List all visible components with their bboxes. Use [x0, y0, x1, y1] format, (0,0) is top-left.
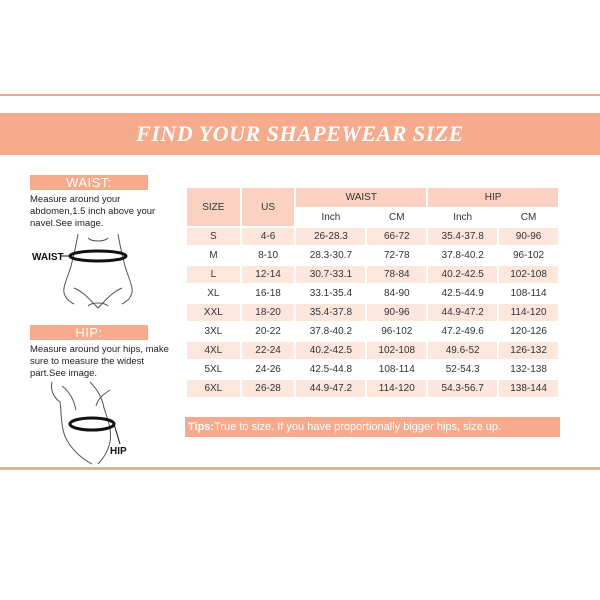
hip-cm-cell: 96-102: [499, 247, 558, 264]
us-cell: 20-22: [242, 323, 295, 340]
us-cell: 8-10: [242, 247, 295, 264]
waist-inch-cell: 37.8-40.2: [296, 323, 365, 340]
waist-cm-cell: 78-84: [367, 266, 426, 283]
hip-cm-cell: 120-126: [499, 323, 558, 340]
hip-cm-cell: 114-120: [499, 304, 558, 321]
hip-inch-cell: 42.5-44.9: [428, 285, 497, 302]
table-row: [187, 342, 558, 359]
hip-cm-cell: 138-144: [499, 380, 558, 397]
size-cell: 6XL: [187, 380, 240, 397]
page-title: FIND YOUR SHAPEWEAR SIZE: [136, 121, 464, 146]
size-header: SIZE: [187, 188, 240, 226]
size-cell: 3XL: [187, 323, 240, 340]
waist-instructions: Measure around your abdomen,1.5 inch above your navel.See image.: [30, 194, 156, 229]
waist-cm-cell: 90-96: [367, 304, 426, 321]
waist-figure: [30, 232, 150, 312]
waist-inch-cell: 30.7-33.1: [296, 266, 365, 283]
waist-cm-cell: 108-114: [367, 361, 426, 378]
size-cell: 5XL: [187, 361, 240, 378]
waist-inch-cell: 35.4-37.8: [296, 304, 365, 321]
hip-cm-cell: 126-132: [499, 342, 558, 359]
us-header: US: [242, 188, 295, 226]
waist-cm-cell: 96-102: [367, 323, 426, 340]
waist-cm-cell: 66-72: [367, 228, 426, 245]
waist-cm-header: CM: [367, 209, 426, 226]
hip-label: HIP:: [30, 325, 148, 340]
us-cell: 26-28: [242, 380, 295, 397]
hip-figure: [40, 380, 150, 465]
waist-inch-cell: 44.9-47.2: [296, 380, 365, 397]
table-row: [187, 266, 558, 283]
table-row: [187, 247, 558, 264]
size-cell: XXL: [187, 304, 240, 321]
hip-figure-label: HIP: [110, 446, 127, 457]
waist-inch-cell: 33.1-35.4: [296, 285, 365, 302]
table-row: [187, 285, 558, 302]
us-cell: 4-6: [242, 228, 295, 245]
bottom-divider: [0, 467, 600, 470]
hip-inch-cell: 35.4-37.8: [428, 228, 497, 245]
us-cell: 24-26: [242, 361, 295, 378]
size-cell: M: [187, 247, 240, 264]
hip-inch-cell: 54.3-56.7: [428, 380, 497, 397]
table-row: [187, 380, 558, 397]
us-cell: 12-14: [242, 266, 295, 283]
top-divider: [0, 94, 600, 96]
waist-cm-cell: 84-90: [367, 285, 426, 302]
size-cell: 4XL: [187, 342, 240, 359]
hip-instructions: Measure around your hips, make sure to measure the widest part.See image.: [30, 344, 169, 379]
waist-cm-cell: 72-78: [367, 247, 426, 264]
waist-inch-cell: 28.3-30.7: [296, 247, 365, 264]
waist-inch-cell: 40.2-42.5: [296, 342, 365, 359]
hip-inch-cell: 47.2-49.6: [428, 323, 497, 340]
hip-inch-cell: 44.9-47.2: [428, 304, 497, 321]
tips-label: Tips:: [188, 421, 215, 433]
waist-inch-cell: 42.5-44.8: [296, 361, 365, 378]
hip-cm-cell: 108-114: [499, 285, 558, 302]
hip-inch-cell: 40.2-42.5: [428, 266, 497, 283]
hip-inch-cell: 52-54.3: [428, 361, 497, 378]
hip-cm-cell: 102-108: [499, 266, 558, 283]
us-cell: 22-24: [242, 342, 295, 359]
table-row: [187, 228, 558, 245]
hip-inch-cell: 37.8-40.2: [428, 247, 497, 264]
waist-figure-label: WAIST: [32, 252, 64, 263]
hip-cm-cell: 90-96: [499, 228, 558, 245]
hip-inch-header: Inch: [428, 209, 497, 226]
tips-text: True to size. If you have proportionally bigger hips, size up.: [214, 421, 502, 433]
size-cell: L: [187, 266, 240, 283]
waist-cm-cell: 114-120: [367, 380, 426, 397]
waist-header: WAIST: [296, 188, 426, 207]
waist-inch-cell: 26-28.3: [296, 228, 365, 245]
size-cell: S: [187, 228, 240, 245]
tips-bar: [185, 417, 560, 437]
hip-cm-cell: 132-138: [499, 361, 558, 378]
us-cell: 16-18: [242, 285, 295, 302]
hip-header: HIP: [428, 188, 558, 207]
size-cell: XL: [187, 285, 240, 302]
table-row: [187, 361, 558, 378]
table-row: [187, 323, 558, 340]
hip-cm-header: CM: [499, 209, 558, 226]
us-cell: 18-20: [242, 304, 295, 321]
waist-cm-cell: 102-108: [367, 342, 426, 359]
table-row: [187, 304, 558, 321]
waist-inch-header: Inch: [296, 209, 365, 226]
size-table: [185, 186, 560, 399]
title-banner: [0, 113, 600, 155]
hip-inch-cell: 49.6-52: [428, 342, 497, 359]
waist-label: WAIST:: [30, 175, 148, 190]
